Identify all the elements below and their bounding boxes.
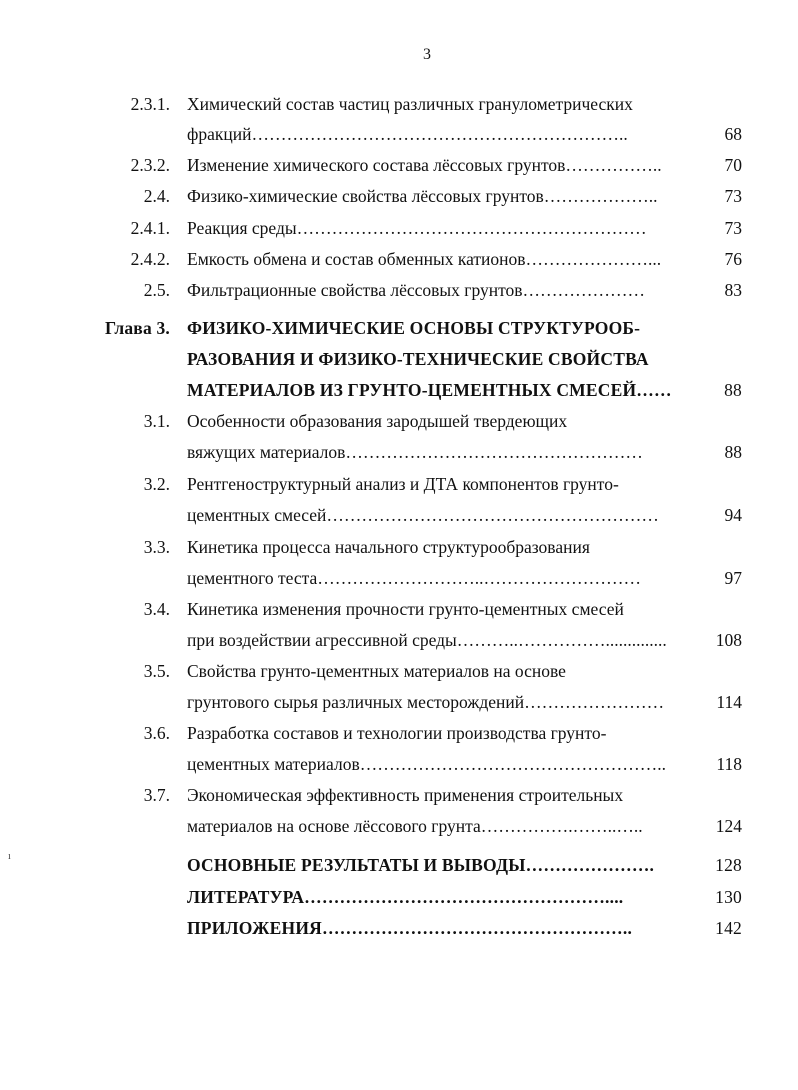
toc-line (0, 597, 798, 621)
toc-page-number: 73 (724, 218, 742, 238)
toc-entry-number: 2.4.1. (130, 218, 170, 238)
toc-line (0, 184, 798, 208)
toc-entry-number: 3.3. (143, 537, 170, 557)
toc-line (0, 409, 798, 433)
toc-entry-title: Свойства грунто-цементных материалов на основе (187, 661, 566, 681)
toc-line (0, 472, 798, 496)
toc-page-number: 97 (724, 568, 742, 588)
toc-page-number: 70 (724, 155, 742, 175)
toc-page-number: 128 (715, 855, 742, 875)
toc-entry-title: при воздействии агрессивной среды………..…………….............. (187, 630, 667, 650)
toc-entry-title: Фильтрационные свойства лёссовых грунтов………………… (187, 280, 646, 300)
toc-entry-title: ФИЗИКО-ХИМИЧЕСКИЕ ОСНОВЫ СТРУКТУРООБ- (187, 318, 641, 338)
toc-entry-title: Реакция среды…………………………………………………… (187, 218, 647, 238)
toc-line (0, 853, 798, 877)
toc-line (0, 247, 798, 271)
toc-entry-title: Разработка составов и технологии производства грунто- (187, 723, 607, 743)
toc-entry-title: цементных материалов…………………………………………….. (187, 754, 666, 774)
toc-entry-title: фракций……………………………………………………….. (187, 124, 628, 144)
toc-entry-number: 2.3.1. (130, 94, 170, 114)
toc-line (0, 316, 798, 340)
margin-mark: ı (8, 851, 11, 862)
toc-entry-title: Кинетика процесса начального структурообразования (187, 537, 590, 557)
toc-entry-number: 2.4.2. (130, 249, 170, 269)
toc-entry-title: Физико-химические свойства лёссовых грунтов……………….. (187, 186, 658, 206)
toc-page-number: 94 (724, 505, 742, 525)
toc-entry-title: МАТЕРИАЛОВ ИЗ ГРУНТО-ЦЕМЕНТНЫХ СМЕСЕЙ…… (187, 380, 672, 400)
toc-line (0, 378, 798, 402)
toc-entry-title: Химический состав частиц различных гранулометрических (187, 94, 633, 114)
toc-page-number: 83 (724, 280, 742, 300)
toc-page-number: 118 (716, 754, 742, 774)
toc-entry-title: Изменение химического состава лёссовых грунтов…………….. (187, 155, 662, 175)
toc-entry-number: 3.2. (143, 474, 170, 494)
toc-line (0, 885, 798, 909)
toc-entry-title: ПРИЛОЖЕНИЯ…………………………………………….. (187, 918, 633, 938)
toc-line (0, 122, 798, 146)
toc-line (0, 721, 798, 745)
toc-line (0, 92, 798, 116)
toc-page-number: 124 (715, 816, 742, 836)
toc-entry-title: РАЗОВАНИЯ И ФИЗИКО-ТЕХНИЧЕСКИЕ СВОЙСТВА (187, 349, 649, 369)
toc-entry-title: материалов на основе лёссового грунта…………….……..….. (187, 816, 643, 836)
toc-line (0, 566, 798, 590)
toc-page-number: 130 (715, 887, 742, 907)
toc-entry-number: 3.6. (143, 723, 170, 743)
toc-entry-title: вяжущих материалов…………………………………………… (187, 442, 643, 462)
toc-entry-number: 3.5. (143, 661, 170, 681)
toc-entry-title: грунтового сырья различных месторождений…………………… (187, 692, 665, 712)
page-number: 3 (423, 46, 431, 63)
toc-line (0, 153, 798, 177)
toc-entry-number: 2.3.2. (130, 155, 170, 175)
toc-line (0, 690, 798, 714)
toc-entry-title: ОСНОВНЫЕ РЕЗУЛЬТАТЫ И ВЫВОДЫ…………………. (187, 855, 655, 875)
toc-line (0, 916, 798, 940)
toc-entry-number: 3.1. (143, 411, 170, 431)
toc-entry-title: Особенности образования зародышей твердеющих (187, 411, 568, 431)
toc-entry-number: 2.5. (143, 280, 170, 300)
toc-page-number: 88 (724, 442, 742, 462)
toc-entry-number: 3.4. (143, 599, 170, 619)
toc-line (0, 628, 798, 652)
toc-line (0, 783, 798, 807)
toc-line (0, 659, 798, 683)
toc-line (0, 216, 798, 240)
toc-entry-title: Емкость обмена и состав обменных катионов…………………... (187, 249, 662, 269)
toc-line (0, 535, 798, 559)
toc-line (0, 278, 798, 302)
toc-line (0, 503, 798, 527)
toc-entry-title: цементного теста………………………..……………………… (187, 568, 641, 588)
toc-entry-number: 3.7. (143, 785, 170, 805)
toc-entry-title: цементных смесей………………………………………………… (187, 505, 659, 525)
toc-entry-title: Рентгеноструктурный анализ и ДТА компонентов грунто- (187, 474, 619, 494)
toc-entry-number: 2.4. (143, 186, 170, 206)
toc-page-number: 73 (724, 186, 742, 206)
toc-page-number: 142 (715, 918, 742, 938)
toc-line (0, 752, 798, 776)
toc-page-number: 114 (716, 692, 742, 712)
toc-page-number: 76 (724, 249, 742, 269)
toc-line (0, 814, 798, 838)
toc-entry-title: Экономическая эффективность применения строительных (187, 785, 624, 805)
toc-entry-number: Глава 3. (104, 318, 170, 338)
toc-entry-title: ЛИТЕРАТУРА…………………………………………….... (187, 887, 624, 907)
toc-page-number: 108 (715, 630, 742, 650)
toc-line (0, 440, 798, 464)
toc-page-number: 68 (724, 124, 742, 144)
toc-page-number: 88 (724, 380, 742, 400)
toc-line (0, 347, 798, 371)
toc-entry-title: Кинетика изменения прочности грунто-цементных смесей (187, 599, 624, 619)
